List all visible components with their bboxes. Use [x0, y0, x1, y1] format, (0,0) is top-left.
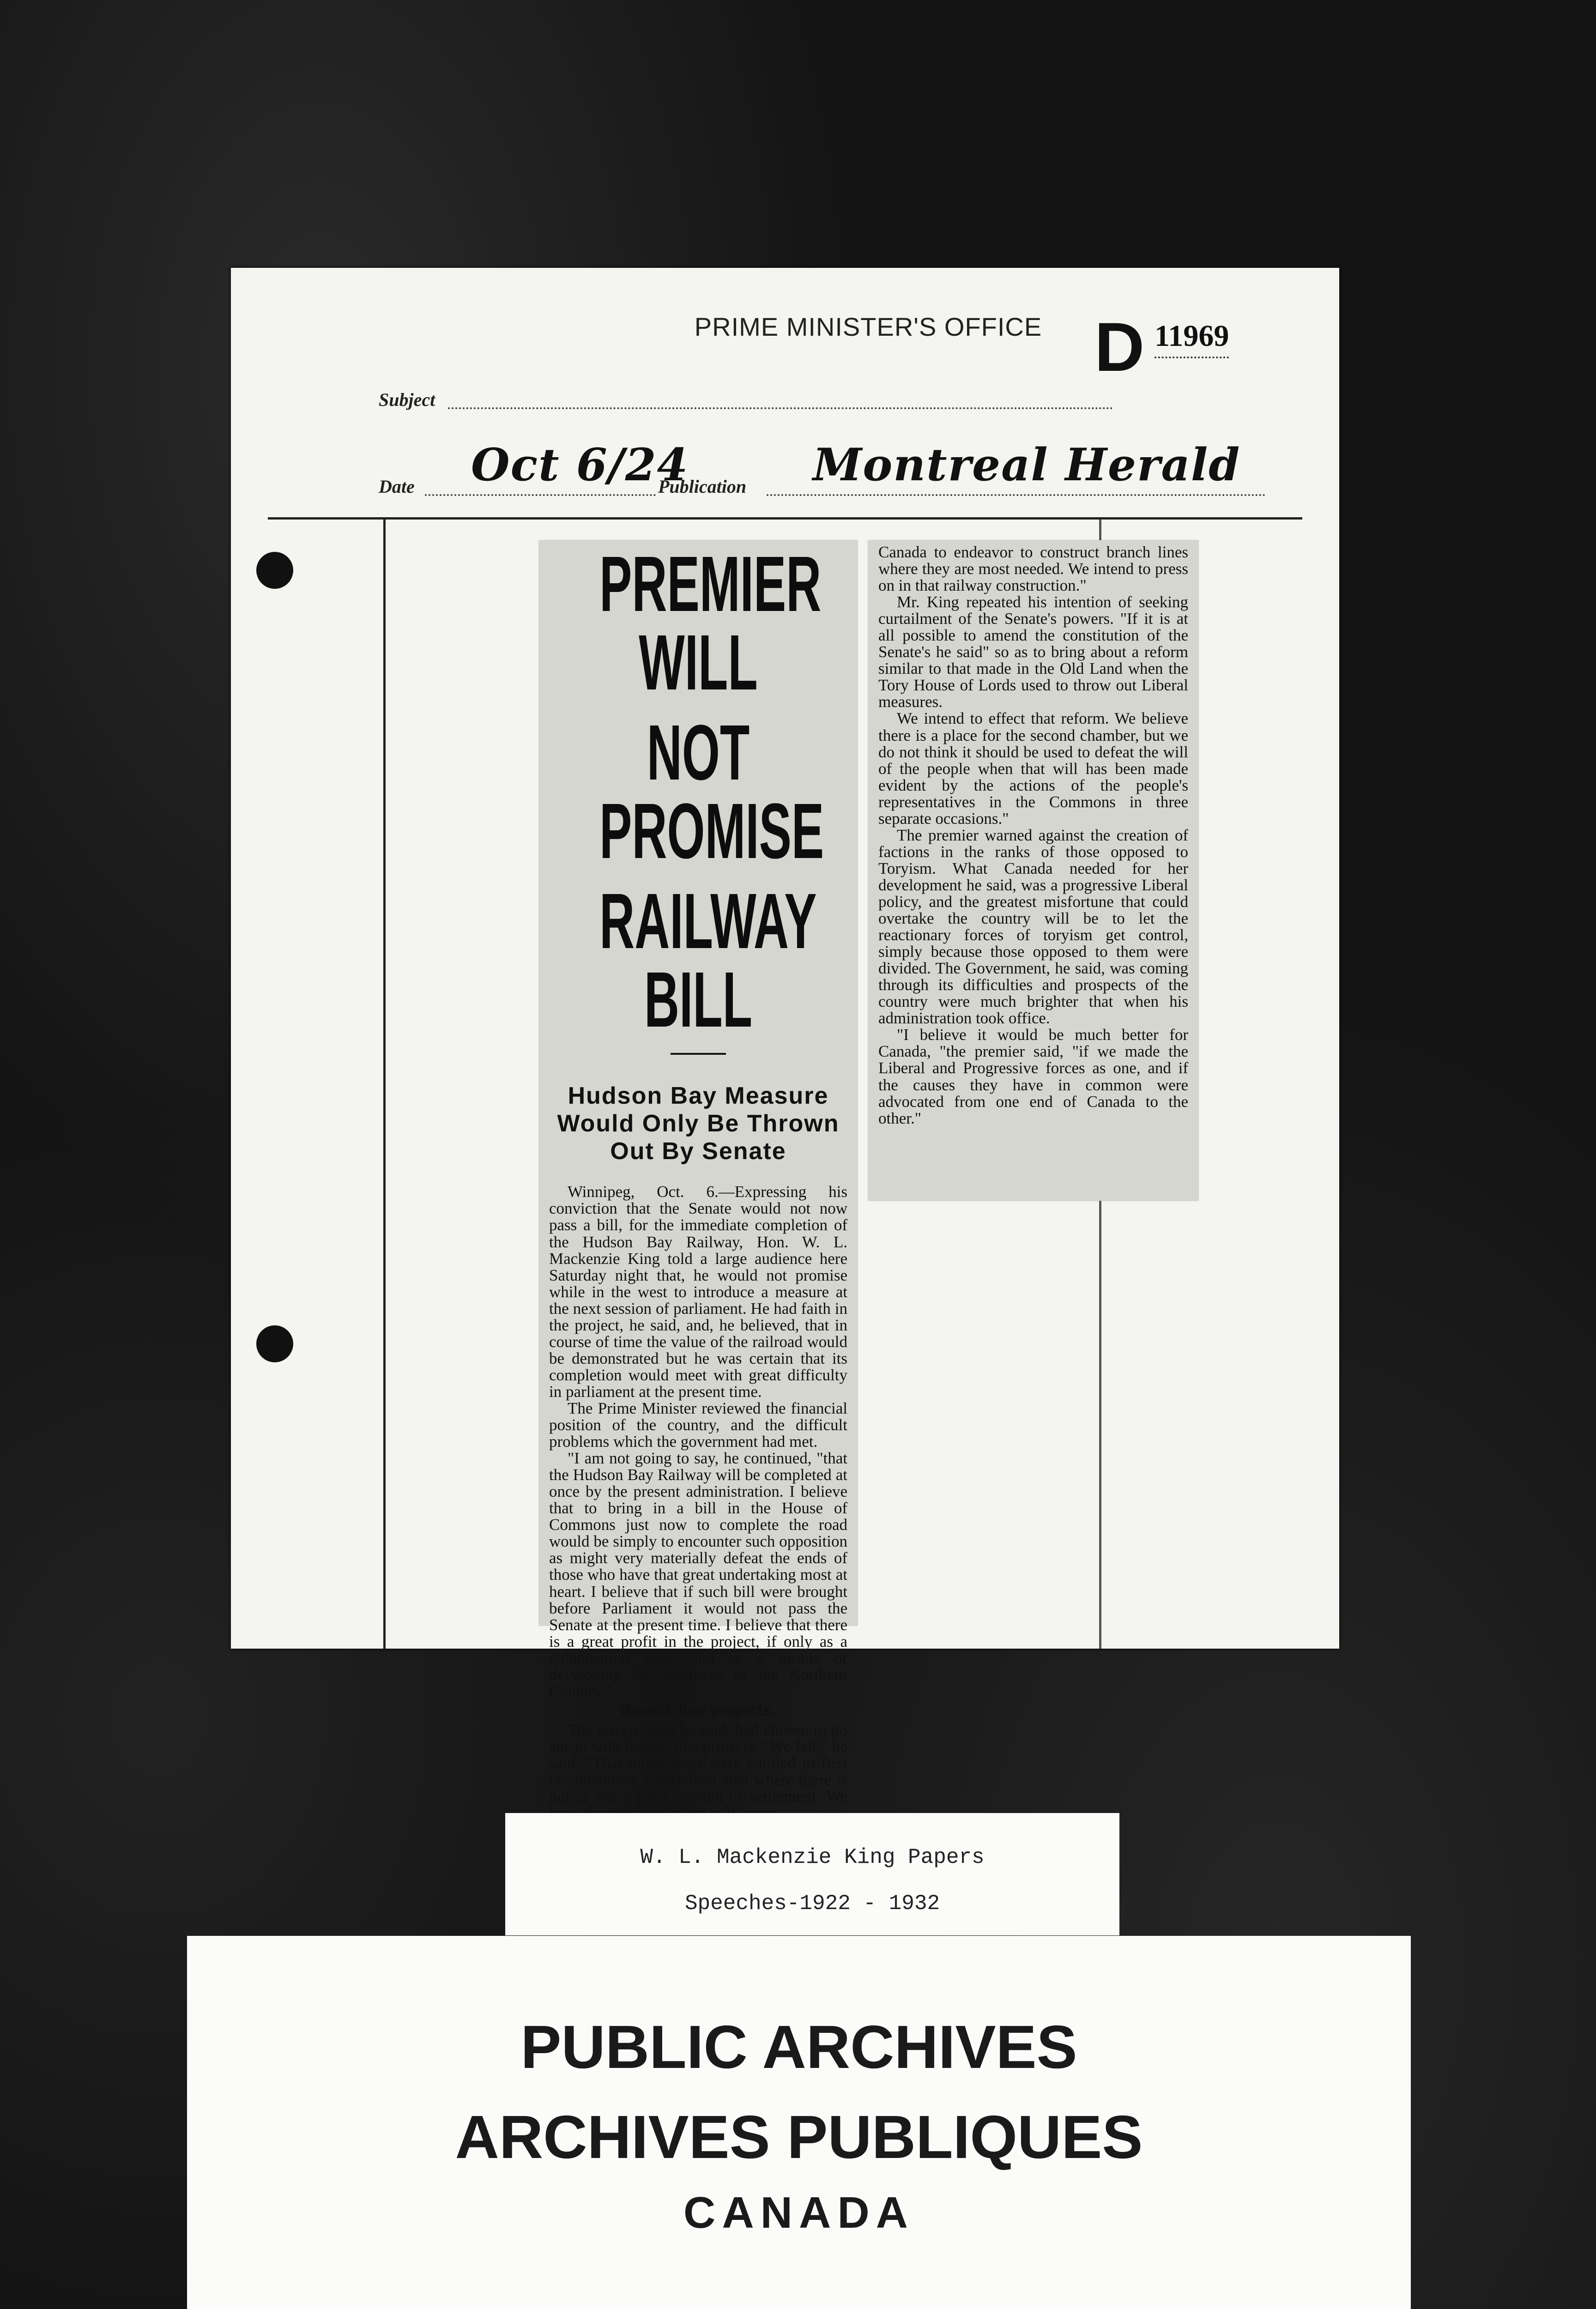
article-paragraph: The Prime Minister reviewed the financial position of the country, and the difficult problems which the government had met. — [549, 1399, 847, 1451]
collection-label-card — [505, 1813, 1119, 1935]
punch-hole-bottom — [256, 1325, 293, 1362]
date-value: Oct 6/24 — [471, 439, 689, 491]
header-rule — [268, 517, 1302, 520]
subheadline-line-2: Would Only Be Thrown — [557, 1110, 840, 1137]
margin-rule-left — [383, 520, 386, 1649]
article-body-col2 — [868, 544, 1198, 1127]
article-subhead: Branch line projects. — [620, 1701, 776, 1719]
article-paragraph: We intend to effect that reform. We believe there is a place for the second chamber, but we do not think it should be used to defeat the will of the people when that will has been made evident by the actions of the people's representatives in the Commons in three separate occasions." — [878, 709, 1188, 828]
article-paragraph: Canada to endeavor to construct branch lines where they are most needed. We intend to press on in that railway construction." — [878, 543, 1188, 595]
publication-value: Montreal Herald — [813, 439, 1241, 491]
article-paragraph: "I believe it would be much better for Canada, "the premier said, "if we made the Liberal and Progressive forces as one, and if the causes they have in common were advocated from one end of Canada to the other." — [878, 1026, 1188, 1127]
headline-divider — [671, 1053, 726, 1055]
article-paragraph: The premier warned against the creation of factions in the ranks of those opposed to Toryism. What Canada needed for her development he said, was a progressive Liberal policy, and the greatest misfortune that could overtake the country will be to let the reactionary forces of toryism get control, simply because those opposed to them were divided. The Government, he said, was coming through its difficulties and prospects of the country were much brighter that when his administration took office. — [878, 826, 1188, 1028]
subject-label: Subject — [379, 389, 435, 410]
subheadline-line-1: Hudson Bay Measure — [568, 1082, 829, 1109]
subheadline-line-3: Out By Senate — [610, 1137, 786, 1165]
punch-hole-top — [256, 552, 293, 589]
archives-card — [187, 1936, 1411, 2309]
date-line — [425, 494, 656, 496]
news-clipping-column-2 — [868, 540, 1198, 1201]
archives-title-fr: ARCHIVES PUBLIQUES — [455, 2103, 1143, 2171]
article-paragraph: "I am not going to say, he continued, "that the Hudson Bay Railway will be completed at once by the present administration. I believe that to bring in a bill in the House of Commons just now to complete the road would be simply to encounter such opposition as might very materially defeat the ends of those who have that great undertaking most at heart. I believe that if such bill were brought before Parliament it would not pass the Senate at the present time. I believe that there is a great profit in the project, if only as a colonization road, and as a means of developing the resources of the Northern Country." — [549, 1449, 847, 1700]
headline-line-3: RAILWAY BILL — [599, 877, 817, 1044]
document-digits: 11969 — [1155, 319, 1229, 358]
archives-country: CANADA — [683, 2188, 914, 2237]
article-body-col1 — [539, 1184, 858, 1821]
office-title: PRIME MINISTER'S OFFICE — [694, 312, 1042, 341]
date-label: Date — [379, 476, 415, 497]
subject-line — [448, 407, 1113, 409]
collection-series: Speeches-1922 - 1932 — [684, 1892, 940, 1916]
archives-title-en: PUBLIC ARCHIVES — [520, 2013, 1077, 2081]
collection-name: W. L. Mackenzie King Papers — [640, 1845, 985, 1869]
article-paragraph: Mr. King repeated his intention of seeking curtailment of the Senate's powers. "If it is at all possible to amend the constitution of the Senate's he said" so as to bring about a reform similar to that made in the Old Land when the Tory House of Lords used to throw out Liberal measures. — [878, 593, 1188, 711]
publication-line — [767, 494, 1265, 496]
publication-label: Publication — [658, 476, 747, 497]
article-paragraph: Winnipeg, Oct. 6.—Expressing his conviction that the Senate would not now pass a bill, for the immediate completion of the Hudson Bay Railway, Hon. W. L. Mackenzie King told a large audience here Saturday night that, he would not promise while in the west to introduce a measure at the next session of parliament. He had faith in the project, he said, and, he believed, that in course of time the value of the railroad would be demonstrated but he was certain that its completion would meet with great difficulty in parliament at the present time. — [549, 1183, 847, 1401]
document-letter: D — [1094, 308, 1145, 386]
news-clipping-column-1 — [539, 540, 858, 1806]
subheadline — [544, 1082, 853, 1165]
headline-line-1: PREMIER WILL — [599, 540, 822, 707]
document-number — [1094, 308, 1288, 386]
article-paragraph: The government he said, had chosen to go ahead with branch line projects. "We felt," he said, "That those areas were entitled to first consideration, rather than area where there is not as yet a great amount of settlement. We — [549, 1720, 847, 1806]
headline-line-2: NOT PROMISE — [599, 709, 824, 875]
